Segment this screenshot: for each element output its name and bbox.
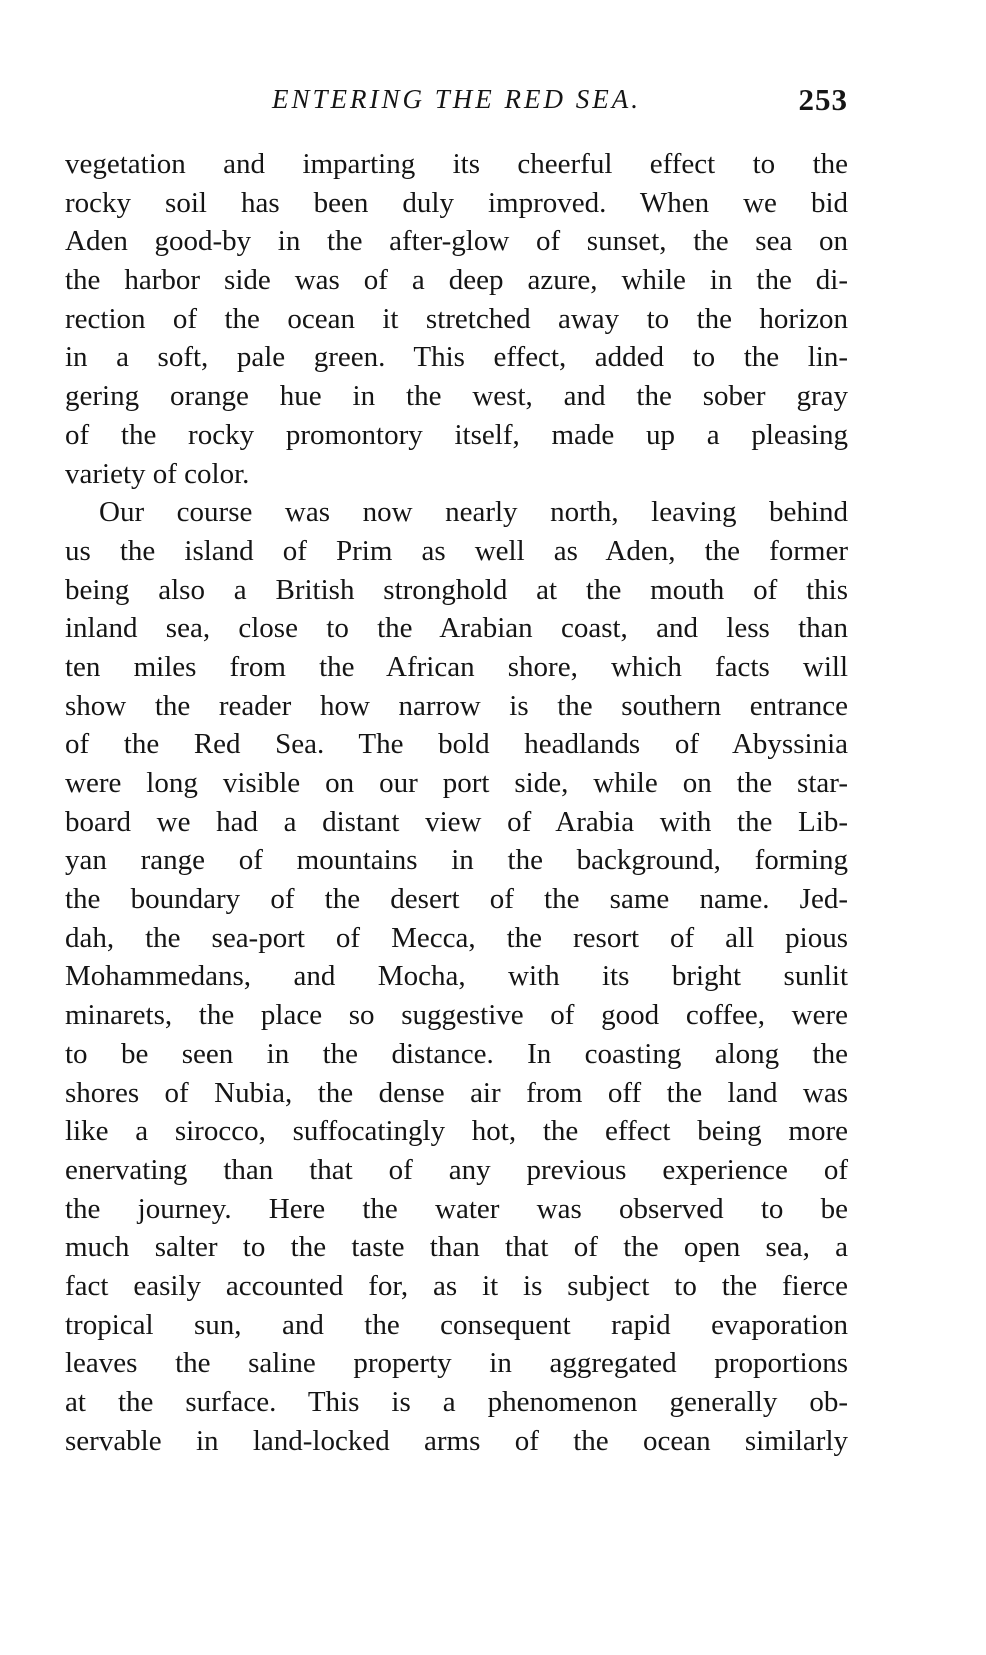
text-line: rocky soil has been duly improved. When we bid (65, 186, 848, 219)
paragraph-start-line: Our course was now nearly north, leaving behind (99, 496, 848, 529)
text-line: show the reader how narrow is the southern entrance (65, 689, 848, 722)
text-line: tropical sun, and the consequent rapid evaporation (65, 1308, 848, 1341)
text-line: fact easily accounted for, as it is subject to the fierce (65, 1269, 848, 1302)
text-line: ten miles from the African shore, which facts will (65, 650, 848, 683)
text-line: us the island of Prim as well as Aden, the former (65, 534, 848, 567)
page-number: 253 (798, 82, 848, 117)
text-line: being also a British stronghold at the mouth of this (65, 573, 848, 606)
text-line: inland sea, close to the Arabian coast, and less than (65, 612, 848, 645)
text-line: much salter to the taste than that of the open sea, a (65, 1231, 848, 1264)
text-line: in a soft, pale green. This effect, added to the lin- (65, 341, 848, 374)
text-line: leaves the saline property in aggregated proportions (65, 1347, 848, 1380)
text-line: the journey. Here the water was observed to be (65, 1192, 848, 1225)
text-line: dah, the sea-port of Mecca, the resort of all pious (65, 921, 848, 954)
text-line: Aden good-by in the after-glow of sunset, the sea on (65, 225, 848, 258)
body-text (65, 145, 848, 1460)
text-line: board we had a distant view of Arabia with the Lib- (65, 805, 848, 838)
text-line: gering orange hue in the west, and the sober gray (65, 380, 848, 413)
text-line: yan range of mountains in the background, forming (65, 844, 848, 877)
text-line: at the surface. This is a phenomenon generally ob- (65, 1386, 848, 1418)
text-line: vegetation and imparting its cheerful effect to the (65, 148, 848, 180)
text-line: the harbor side was of a deep azure, while in the di- (65, 264, 848, 297)
text-line: minarets, the place so suggestive of good coffee, were (65, 999, 848, 1032)
text-line: enervating than that of any previous experience of (65, 1153, 848, 1186)
text-line: were long visible on our port side, while on the star- (65, 767, 848, 799)
text-line: of the Red Sea. The bold headlands of Abyssinia (65, 728, 848, 761)
text-line: rection of the ocean it stretched away to the horizon (65, 302, 848, 335)
text-line: of the rocky promontory itself, made up a pleasing (65, 418, 848, 451)
text-line: servable in land-locked arms of the ocean similarly (65, 1424, 848, 1457)
paragraph-end-line: variety of color. (65, 457, 250, 490)
text-line: the boundary of the desert of the same name. Jed- (65, 883, 848, 916)
running-title: ENTERING THE RED SEA. (272, 84, 641, 114)
text-line: like a sirocco, suffocatingly hot, the effect being more (65, 1115, 848, 1148)
running-header (65, 84, 848, 124)
text-line: shores of Nubia, the dense air from off the land was (65, 1076, 848, 1109)
text-line: to be seen in the distance. In coasting along the (65, 1037, 848, 1070)
text-line: Mohammedans, and Mocha, with its bright sunlit (65, 960, 848, 993)
